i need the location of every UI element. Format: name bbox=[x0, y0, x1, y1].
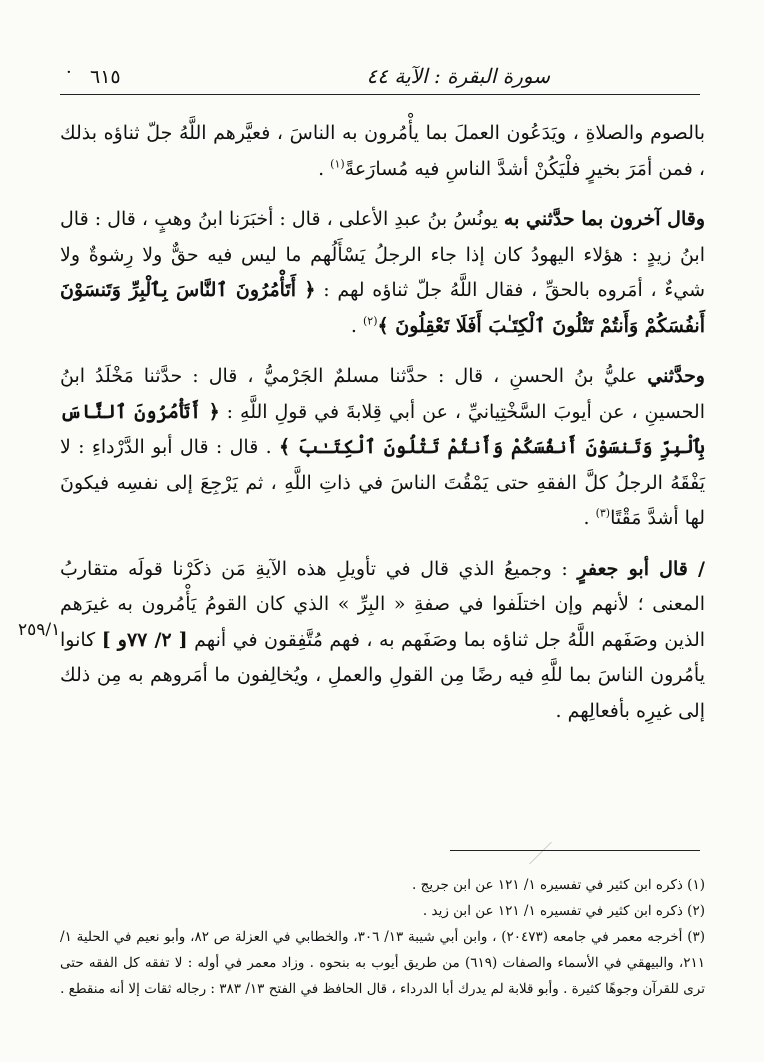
paragraph-gap bbox=[60, 537, 705, 552]
paragraph-tail: . bbox=[350, 314, 363, 337]
author-intro: / قال أبو جعفرٍ bbox=[577, 557, 705, 580]
paragraph-text-continued: كانوا يأمُرون الناسَ بما للَّهِ فيه رضًا مِن القولِ والعملِ ، ويُخالِفون ما أمَروهم به مِن ذلك إلى غيرِه بأفعالِهم . bbox=[60, 628, 705, 722]
page-number: ٦١٥ bbox=[90, 66, 121, 88]
surah-verse-title: سورة البقرة : الآية ٤٤ bbox=[366, 64, 550, 88]
rule-mark bbox=[529, 842, 602, 864]
running-header bbox=[60, 60, 700, 95]
paragraph-3 bbox=[60, 359, 705, 537]
footnote-marker: (١) bbox=[330, 157, 345, 171]
footnote-marker: (٣) bbox=[595, 506, 611, 520]
paragraph-text: بالصوم والصلاةِ ، ويَدَعُون العملَ بما يأْمُرون به الناسَ ، فعيَّرهم اللَّهُ جلّ ثناؤه بذلك ، فمن أمَرَ بخيرٍ فلْيَكُنْ أشدَّ الناسِ فيه مُسارَعةً bbox=[60, 122, 705, 180]
paragraph-tail: . bbox=[318, 157, 331, 180]
paragraph-4 bbox=[60, 552, 705, 730]
footnote-1: (١) ذكره ابن كثير في تفسيره ١/ ١٢١ عن ابن جريج . bbox=[412, 877, 705, 893]
narration-intro: وحدَّثني bbox=[647, 365, 705, 387]
paragraph-2 bbox=[60, 202, 705, 344]
footnote-2: (٢) ذكره ابن كثير في تفسيره ١/ ١٢١ عن ابن زيد . bbox=[422, 903, 705, 919]
narration-intro: وقال آخرون بما حدَّثني به bbox=[503, 208, 706, 230]
manuscript-page-ref: [ ٢/ ٧٧و ] bbox=[101, 628, 188, 651]
main-text bbox=[60, 116, 705, 729]
paragraph-text: يونُسُ بنُ عبدِ الأعلى ، قال : أخبَرَنا ابنُ وهبٍ ، قال : قال ابنُ زيدٍ : هؤلاء اليهودُ كان إذا جاء الرجلُ يَسْأَلُهم ما ليس فيه حقٌّ ولا رِشوةٌ ولا شيءٌ ، أمَروه بالحقِّ ، فقال اللَّهُ جلّ ثناؤه لهم : bbox=[60, 208, 706, 301]
footnotes bbox=[60, 872, 705, 1002]
paragraph-1 bbox=[60, 116, 705, 187]
paragraph-text-continued: . قال : قال أبو الدَّرْداءِ : لا يَفْقَهُ الرجلُ كلَّ الفقهِ حتى يَمْقُتَ الناسَ في ذاتِ اللَّهِ ، ثم يَرْجِعَ إلى نفسِه فيكونَ لها أشدَّ مَقْتًا bbox=[60, 436, 705, 529]
paragraph-text: : وجميعُ الذي قال في تأويلِ هذه الآيةِ مَن ذكَرْنا قولَه متقاربُ المعنى ؛ لأنهم وإن اختلَفوا في صفةِ « البِرِّ » الذي كان القومُ يَأْمُرون به غيرَهم الذين وصَفَهم اللَّهُ جل ثناؤه بما وصَفَهم به ، فهم مُتَّفِقون في أنهم bbox=[60, 557, 706, 651]
footnote-marker: (٢) bbox=[363, 314, 378, 328]
header-dot: · bbox=[66, 62, 72, 83]
paragraph-tail: . bbox=[583, 507, 596, 529]
margin-reference: ٢٥٩/١ bbox=[18, 620, 61, 640]
paragraph-gap bbox=[60, 187, 705, 202]
paragraph-text: عليُّ بنُ الحسنِ ، قال : حدَّثنا مسلمٌ الجَرْميُّ ، قال : حدَّثنا مَخْلَدُ ابنُ الحسينِ ، عن أيوبَ السَّخْتِيانيِّ ، عن أبي قِلابةَ في قولِ اللَّهِ : bbox=[60, 365, 705, 423]
footnote-divider bbox=[450, 850, 700, 851]
quran-quote: ﴿ أَتَأْمُرُونَ ٱلنَّاسَ بِٱلْبِرِّ وَتَنسَوْنَ أَنفُسَكُمْ وَأَنتُمْ تَتْلُونَ ٱلْكِتَـٰبَ أَفَلَا تَعْقِلُونَ ﴾ bbox=[60, 279, 705, 337]
paragraph-gap bbox=[60, 344, 705, 359]
quran-quote: ﴿ أَتَأْمُرُونَ ٱلنَّاسَ بِٱلْبِرِّ وَتَنسَوْنَ أَنفُسَكُمْ وَأَنتُمْ تَتْلُونَ ٱلْكِتَـٰبَ ﴾ bbox=[60, 400, 705, 458]
footnote-3: (٣) أخرجه معمر في جامعه (٢٠٤٧٣) ، وابن أبي شيبة ١٣/ ٣٠٦، والخطابي في العزلة ص ٨٢، وأبو نعيم في الحلية ١/ ٢١١، والبيهقي في الأسماء والصفات (٦١٩) من طريق أيوب به بنحوه . وزاد معمر في أوله : لا تفقه كل الفقه حتى ترى للقرآن وجوهًا كثيرة . وأبو قلابة لم يدرك أبا الدرداء ، قال الحافظ في الفتح ١٣/ ٣٨٣ : رجاله ثقات إلا أنه منقطع . bbox=[60, 929, 706, 997]
